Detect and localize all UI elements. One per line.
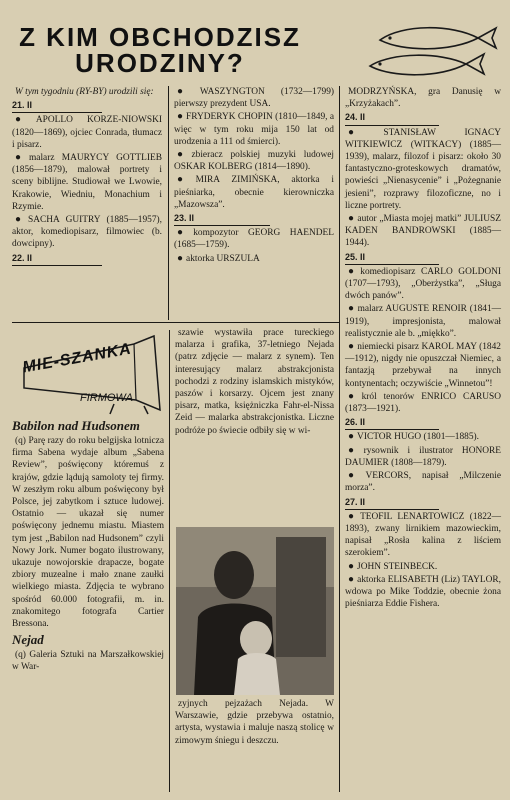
date-header: 23. II <box>174 213 195 224</box>
date-divider <box>345 509 439 510</box>
article-heading: Babilon nad Hudsonem <box>12 418 140 433</box>
date-divider <box>12 265 102 266</box>
birthday-entry: ● rysownik i ilustrator HONORE DAUMIER (1808—1879). <box>345 445 501 469</box>
mieszanka-column-left <box>12 416 164 675</box>
birthday-entry: ● STANISŁAW IGNACY WITKIEWICZ (WITKACY) (1885—1939), malarz, filozof i pisarz: około 30 fantastyczno-groteskowych dramatów, powieści „Nienasycenie” i „Pożegnanie jesieni”, rozprawy filozoficzne, no i liczne portrety. <box>345 127 501 212</box>
column-divider <box>168 86 169 320</box>
date-divider <box>345 429 439 430</box>
column-2 <box>174 86 334 266</box>
article-text: (q) Galeria Sztuki na Marszałkowskiej w War- <box>12 650 164 673</box>
birthday-entry: ● MIRA ZIMIŃSKA, aktorka i pieśniarka, obecnie kierowniczka „Mazowsza”. <box>174 174 334 211</box>
column-3 <box>345 86 501 611</box>
article-heading: Nejad <box>12 632 44 648</box>
date-divider <box>12 112 102 113</box>
birthday-entry: ● niemiecki pisarz KAROL MAY (1842—1912), nigdy nie opuszczał Niemiec, a fantazją przebywał na innych kontynentach; oczywiście „Winnetou”! <box>345 341 501 390</box>
article-text: szawie wystawiła prace tureckiego malarza i grafika, 37-letniego Nejada (patrz zdjęcie — malarz z synem). Ten interesujący malarz abstrakcjonista pochodzi z rodziny islamskich mistyków, paszów i korsarzy. Ojcem jest znany pisarz, matka, księżniczka Fahr-el-Nissa Zeid — malarka abstrakcjonistka. Liczne podróże po świecie odbiły się w wi- <box>175 328 334 436</box>
page-title-line2: URODZINY? <box>75 48 245 78</box>
birthday-entry: ● zbieracz polskiej muzyki ludowej OSKAR KOLBERG (1814—1890). <box>174 149 334 173</box>
page-title-line1: Z KIM OBCHODZISZ <box>19 22 301 52</box>
birthday-entry: ● autor „Miasta mojej matki” JULIUSZ KADEN BANDROWSKI (1885—1944). <box>345 213 501 250</box>
column-divider <box>339 86 340 792</box>
column-1 <box>12 86 162 267</box>
logo-main-text: MIE-SZANKA <box>21 340 133 377</box>
mieszanka-column-mid <box>175 327 334 438</box>
birthday-entry: ● SACHA GUITRY (1885—1957), aktor, komediopisarz, filmowiec (b. dowcipny). <box>12 214 162 251</box>
article-text: (q) Parę razy do roku belgijska lotnicza firma Sabena wydaje album „Sabena Review”, poświęcony któremuś z krajów, gdzie lądują samoloty tej firmy. W zeszłym roku album poświęcony był Polsce, jej zabytkom i sztuce ludowej. Ostatnio — ukazał się numer poświęcony jednemu miastu. Miastem tym jest „Babilon nad Hudsonem” czyli Nowy Jork. Numer bogato ilustrowany, ukazuje nowojorskie drapacze, bogate zbiory muzealne i mało znane zaułki wielkiego miasta. Zdjęcia te wybrano spośród 60.000 fotografii, m. in. znakomitego fotografa Cartier Bressona. <box>12 436 164 630</box>
section-divider <box>12 322 339 323</box>
birthday-entry: ● aktorka URSZULA <box>174 253 334 265</box>
birthday-entry: ● JOHN STEINBECK. <box>345 561 501 573</box>
date-header: 22. II <box>12 252 33 263</box>
birthday-entry: ● APOLLO KORZE-NIOWSKI (1820—1869), ojciec Conrada, tłumacz i pisarz. <box>12 114 162 151</box>
date-header: 24. II <box>345 112 366 123</box>
birthday-entry: ● aktorka ELISABETH (Liz) TAYLOR, wdowa po Mike Toddzie, obecnie żona pieśniarza Eddie Fishera. <box>345 574 501 611</box>
article-text: zyjnych pejzażach Nejada. W Warszawie, gdzie przebywa ostatnio, artysta, wystawia i maluje naszą stolicę w zimowym śniegu i deszczu. <box>175 699 334 746</box>
date-header: 21. II <box>12 100 33 111</box>
intro-text: W tym tygodniu (RY-BY) urodzili się: <box>15 87 154 97</box>
date-divider <box>345 125 439 126</box>
logo-sub-text: FIRMOWA <box>80 392 133 404</box>
birthday-entry: ● komediopisarz CARLO GOLDONI (1707—1793), „Oberżystka”, „Sługa dwóch panów”. <box>345 266 501 303</box>
mieszanka-column-mid-bottom <box>175 698 334 748</box>
date-header: 27. II <box>345 496 366 507</box>
birthday-entry: ● FRYDERYK CHOPIN (1810—1849, a więc w tym roku mija 150 lat od urodzenia a 111 od śmierci). <box>174 111 334 148</box>
birthday-entry: ● VICTOR HUGO (1801—1885). <box>345 431 501 443</box>
birthday-entry: ● król tenorów ENRICO CARUSO (1873—1921). <box>345 391 501 415</box>
birthday-entry-continued: MODRZYŃSKA, gra Danusię w „Krzyżakach”. <box>345 87 501 110</box>
date-divider <box>345 264 439 265</box>
birthday-entry: ● malarz AUGUSTE RENOIR (1841—1919), impresjonista, malował realistycznie ale b. „miękko”. <box>345 303 501 340</box>
birthday-entry: ● VERCORS, napisał „Milczenie morza”. <box>345 470 501 494</box>
date-divider <box>174 225 270 226</box>
photo-painter-with-son <box>176 527 334 695</box>
column-divider <box>169 330 170 792</box>
two-fish-icon <box>362 20 502 82</box>
birthday-entry: ● malarz MAURYCY GOTTLIEB (1856—1879), malował portrety i sceny biblijne. Studiował we Lwowie, Krakowie, Wiedniu, Monachium i Rzymie. <box>12 152 162 213</box>
date-header: 26. II <box>345 417 366 428</box>
birthday-entry: ● TEOFIL LENARTOWICZ (1822—1893), zwany lirnikiem mazowieckim, napisał „Rosła kalina z liściem szerokiem”. <box>345 511 501 560</box>
birthday-entry: ● WASZYNGTON (1732—1799) pierwszy prezydent USA. <box>174 86 334 110</box>
date-header: 25. II <box>345 251 366 262</box>
birthday-entry: ● kompozytor GEORG HAENDEL (1685—1759). <box>174 227 334 251</box>
